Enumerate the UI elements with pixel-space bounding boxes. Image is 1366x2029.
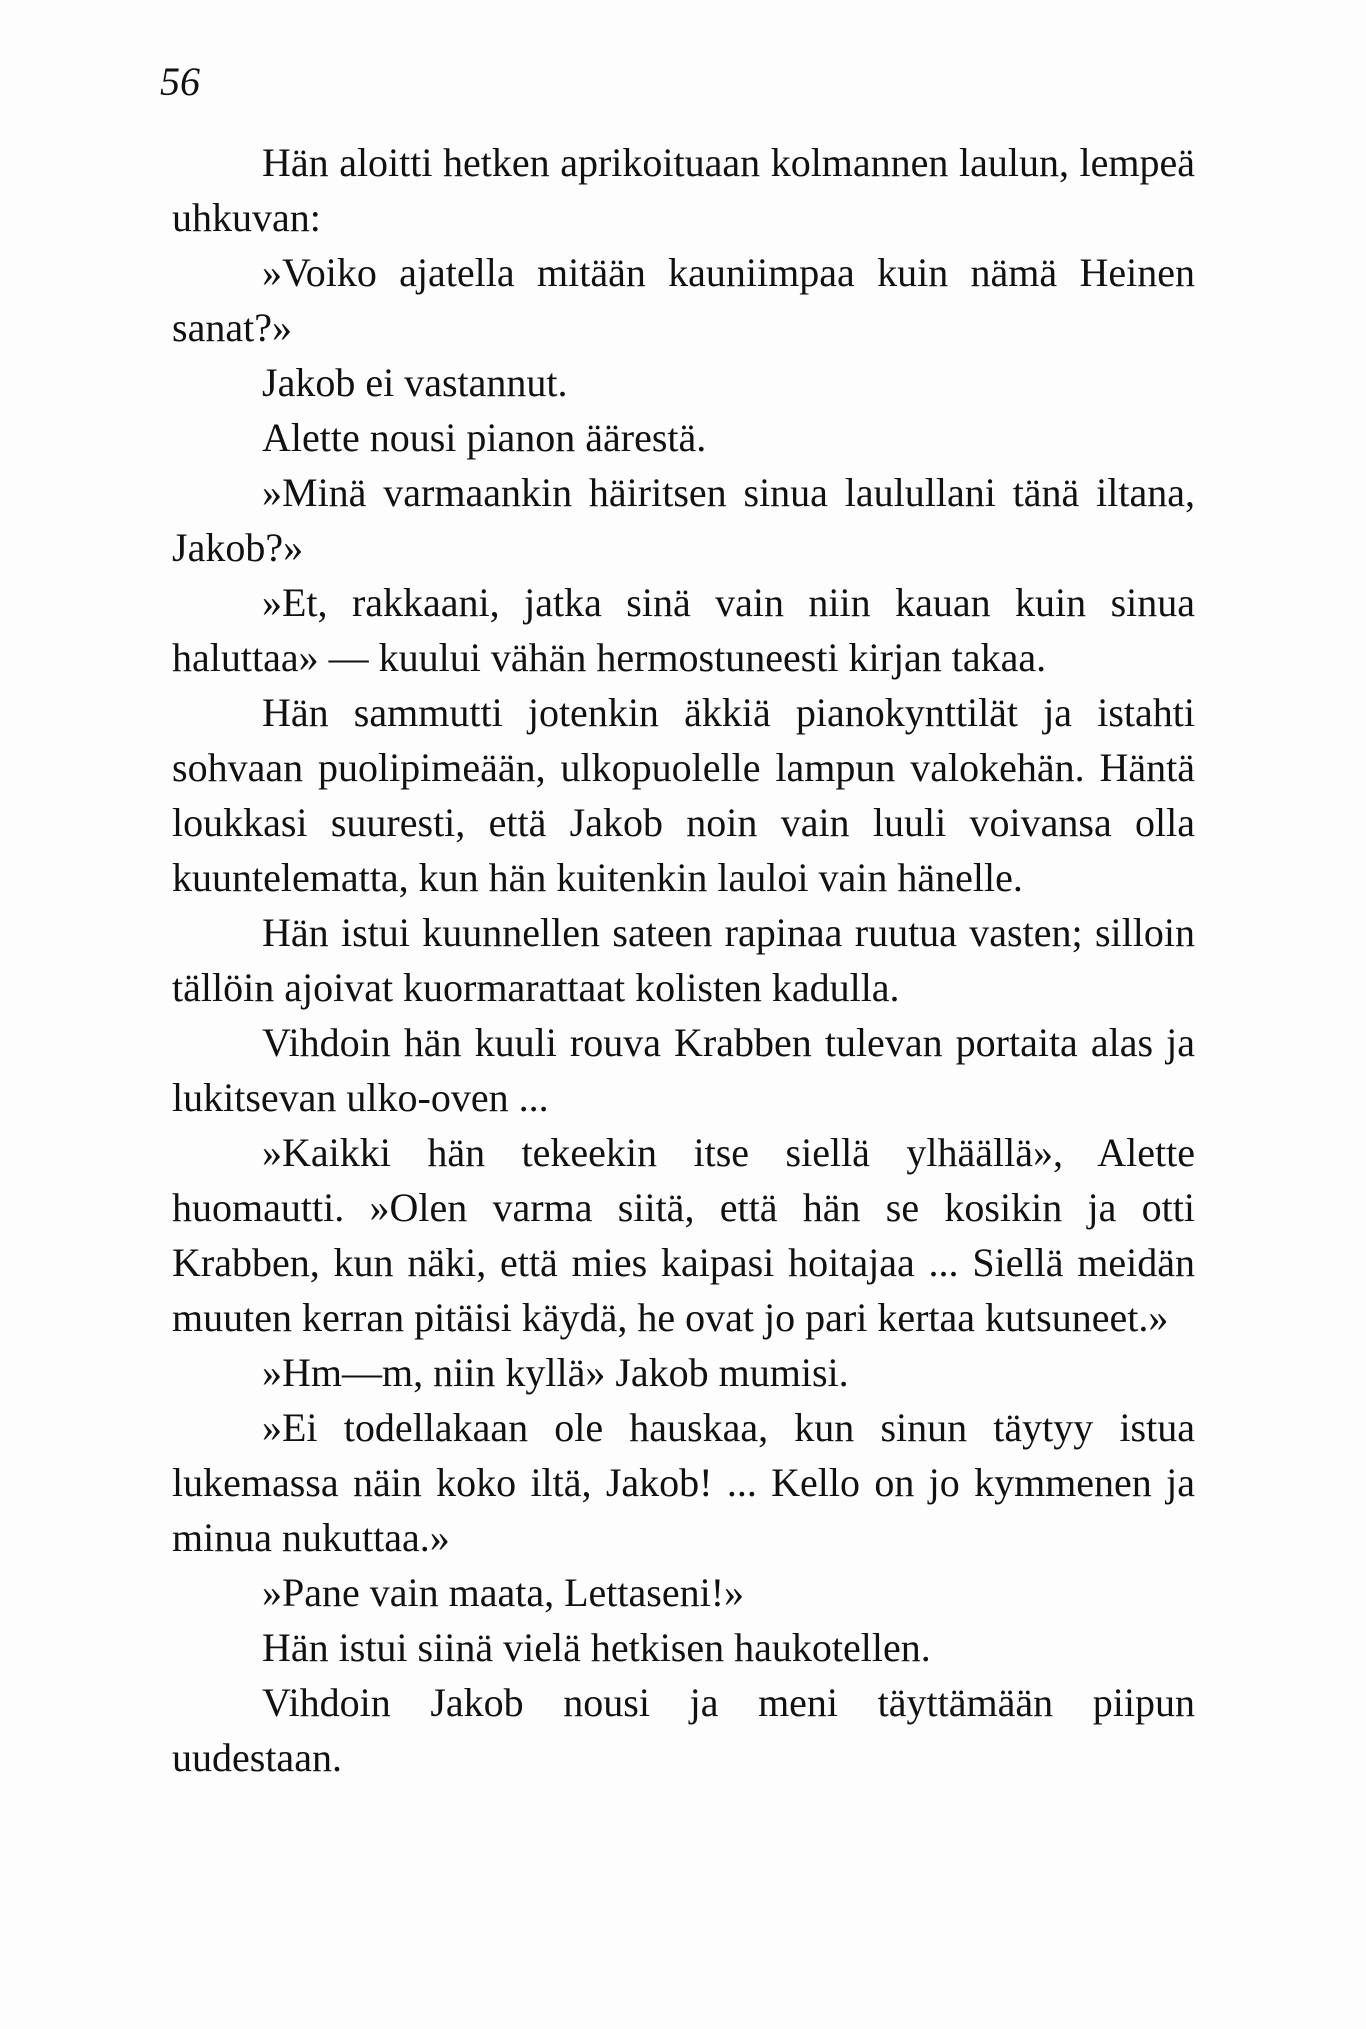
paragraph: »Ei todellakaan ole hauskaa, kun sinun täytyy istua lukemassa näin koko iltä, Jakob! ... Kello on jo kymmenen ja minua nukuttaa.» <box>172 1405 1195 1560</box>
paragraph: Vihdoin hän kuuli rouva Krabben tulevan portaita alas ja lukitsevan ulko-oven ... <box>172 1020 1195 1120</box>
paragraph: »Hm—m, niin kyllä» Jakob mumisi. <box>262 1350 849 1395</box>
body-text <box>172 135 1195 1785</box>
paragraph: Hän istui siinä vielä hetkisen haukotellen. <box>262 1625 931 1670</box>
paragraph: »Voiko ajatella mitään kauniimpaa kuin nämä Heinen sanat?» <box>172 250 1195 350</box>
paragraph: »Et, rakkaani, jatka sinä vain niin kauan kuin sinua haluttaa» — kuului vähän hermostuneesti kirjan takaa. <box>172 580 1195 680</box>
paragraph: Jakob ei vastannut. <box>262 360 568 405</box>
paragraph: Hän sammutti jotenkin äkkiä pianokynttilät ja istahti sohvaan puolipimeään, ulkopuolelle lampun valokehän. Häntä loukkasi suuresti, että Jakob noin vain luuli voivansa olla kuuntelematta, kun hän kuitenkin lauloi vain hänelle. <box>172 690 1195 900</box>
paragraph: »Minä varmaankin häiritsen sinua laulullani tänä iltana, Jakob?» <box>172 470 1195 570</box>
paragraph: »Pane vain maata, Lettaseni!» <box>262 1570 745 1615</box>
paragraph: Vihdoin Jakob nousi ja meni täyttämään piipun uudestaan. <box>172 1680 1195 1780</box>
paragraph: »Kaikki hän tekeekin itse siellä ylhäällä», Alette huomautti. »Olen varma siitä, että hän se kosikin ja otti Krabben, kun näki, että mies kaipasi hoitajaa ... Siellä meidän muuten kerran pitäisi käydä, he ovat jo pari kertaa kutsuneet.» <box>172 1130 1195 1340</box>
paragraph: Alette nousi pianon äärestä. <box>262 415 707 460</box>
paragraph: Hän istui kuunnellen sateen rapinaa ruutua vasten; silloin tällöin ajoivat kuormarattaat kolisten kadulla. <box>172 910 1195 1010</box>
page-number: 56 <box>160 59 200 104</box>
paragraph: Hän aloitti hetken aprikoituaan kolmannen laulun, lempeä uhkuvan: <box>172 140 1195 240</box>
